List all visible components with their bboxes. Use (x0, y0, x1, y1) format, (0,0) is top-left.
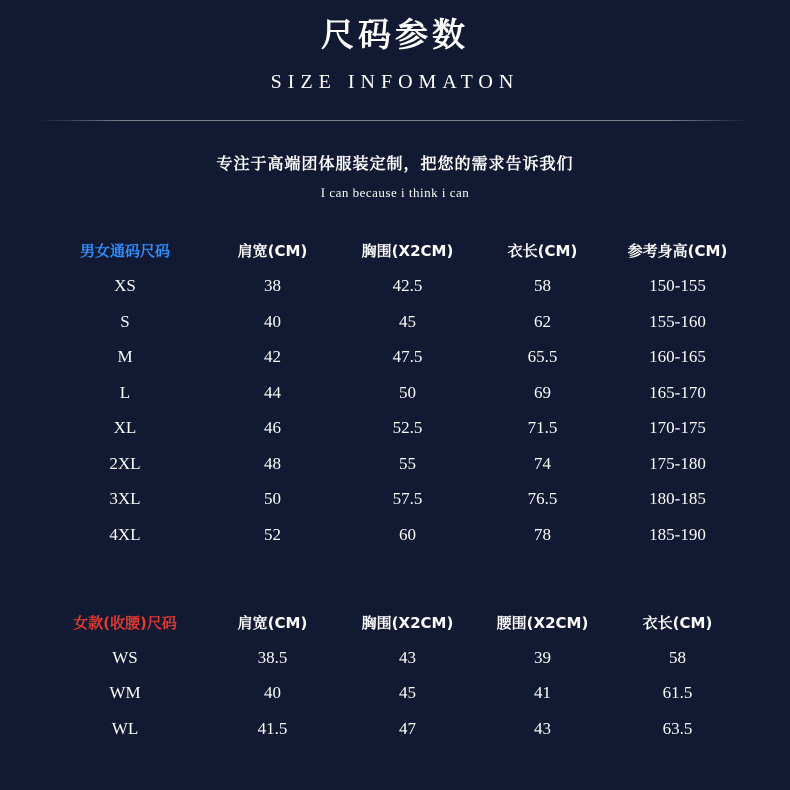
chest-value: 57.5 (392, 489, 423, 509)
column-header-chest: 胸围(X2CM) (361, 242, 454, 261)
shoulder-value: 41.5 (257, 718, 288, 738)
chest-value: 45 (399, 311, 416, 331)
table-row (45, 675, 745, 711)
size-name: WM (109, 683, 141, 703)
length-value: 58 (669, 647, 686, 667)
page-header (0, 0, 790, 201)
length-value: 78 (534, 524, 551, 544)
height-value: 175-180 (649, 453, 706, 473)
chest-value: 60 (399, 524, 416, 544)
waist-value: 39 (534, 647, 551, 667)
shoulder-value: 44 (264, 382, 281, 402)
length-value: 63.5 (662, 718, 693, 738)
shoulder-value: 40 (264, 311, 281, 331)
height-value: 165-170 (649, 382, 706, 402)
table-header-row (45, 233, 745, 269)
size-name: 3XL (109, 489, 141, 509)
chest-value: 50 (399, 382, 416, 402)
column-header-shoulder: 肩宽(CM) (237, 242, 308, 261)
unisex-size-table (45, 233, 745, 553)
height-value: 160-165 (649, 347, 706, 367)
column-header-length: 衣长(CM) (507, 242, 578, 261)
chest-value: 42.5 (392, 276, 423, 296)
size-name: S (120, 311, 130, 331)
chest-value: 47.5 (392, 347, 423, 367)
length-value: 74 (534, 453, 551, 473)
length-value: 62 (534, 311, 551, 331)
chest-value: 45 (399, 683, 416, 703)
table-row (45, 339, 745, 375)
height-value: 170-175 (649, 418, 706, 438)
size-name: XS (114, 276, 136, 296)
table-row (45, 268, 745, 304)
shoulder-value: 40 (264, 683, 281, 703)
chest-value: 52.5 (392, 418, 423, 438)
length-value: 71.5 (527, 418, 558, 438)
chest-value: 55 (399, 453, 416, 473)
table-row (45, 446, 745, 482)
height-value: 180-185 (649, 489, 706, 509)
shoulder-value: 42 (264, 347, 281, 367)
chest-value: 47 (399, 718, 416, 738)
header-divider (39, 120, 751, 121)
column-header-height: 参考身高(CM) (627, 242, 728, 261)
tagline-chinese: 专注于高端团体服装定制，把您的需求告诉我们 (216, 153, 574, 173)
table-row (45, 517, 745, 553)
waist-value: 41 (534, 683, 551, 703)
length-value: 76.5 (527, 489, 558, 509)
table-row (45, 304, 745, 340)
women-size-table (45, 604, 745, 746)
size-name: WL (111, 718, 139, 738)
length-value: 65.5 (527, 347, 558, 367)
column-header-waist: 腰围(X2CM) (496, 613, 589, 632)
shoulder-value: 52 (264, 524, 281, 544)
unisex-table-label: 男女通码尺码 (79, 242, 170, 261)
size-name: L (119, 382, 131, 402)
table-row (45, 711, 745, 747)
waist-value: 43 (534, 718, 551, 738)
shoulder-value: 38.5 (257, 647, 288, 667)
column-header-length: 衣长(CM) (642, 613, 713, 632)
table-row (45, 410, 745, 446)
size-name: WS (112, 647, 138, 667)
length-value: 61.5 (662, 683, 693, 703)
height-value: 155-160 (649, 311, 706, 331)
women-table-label: 女款(收腰)尺码 (73, 613, 177, 632)
height-value: 185-190 (649, 524, 706, 544)
size-name: M (117, 347, 133, 367)
page-subtitle-english: SIZE INFOMATON (270, 70, 520, 93)
table-header-row (45, 604, 745, 640)
height-value: 150-155 (649, 276, 706, 296)
size-tables (45, 233, 745, 747)
shoulder-value: 48 (264, 453, 281, 473)
table-row (45, 375, 745, 411)
column-header-chest: 胸围(X2CM) (361, 613, 454, 632)
length-value: 58 (534, 276, 551, 296)
size-name: 4XL (109, 524, 141, 544)
shoulder-value: 50 (264, 489, 281, 509)
size-name: XL (113, 418, 137, 438)
length-value: 69 (534, 382, 551, 402)
column-header-shoulder: 肩宽(CM) (237, 613, 308, 632)
table-row (45, 481, 745, 517)
shoulder-value: 46 (264, 418, 281, 438)
table-row (45, 640, 745, 676)
tagline-english: I can because i think i can (320, 184, 470, 200)
chest-value: 43 (399, 647, 416, 667)
size-name: 2XL (109, 453, 141, 473)
page-title: 尺码参数 (321, 15, 469, 54)
shoulder-value: 38 (264, 276, 281, 296)
